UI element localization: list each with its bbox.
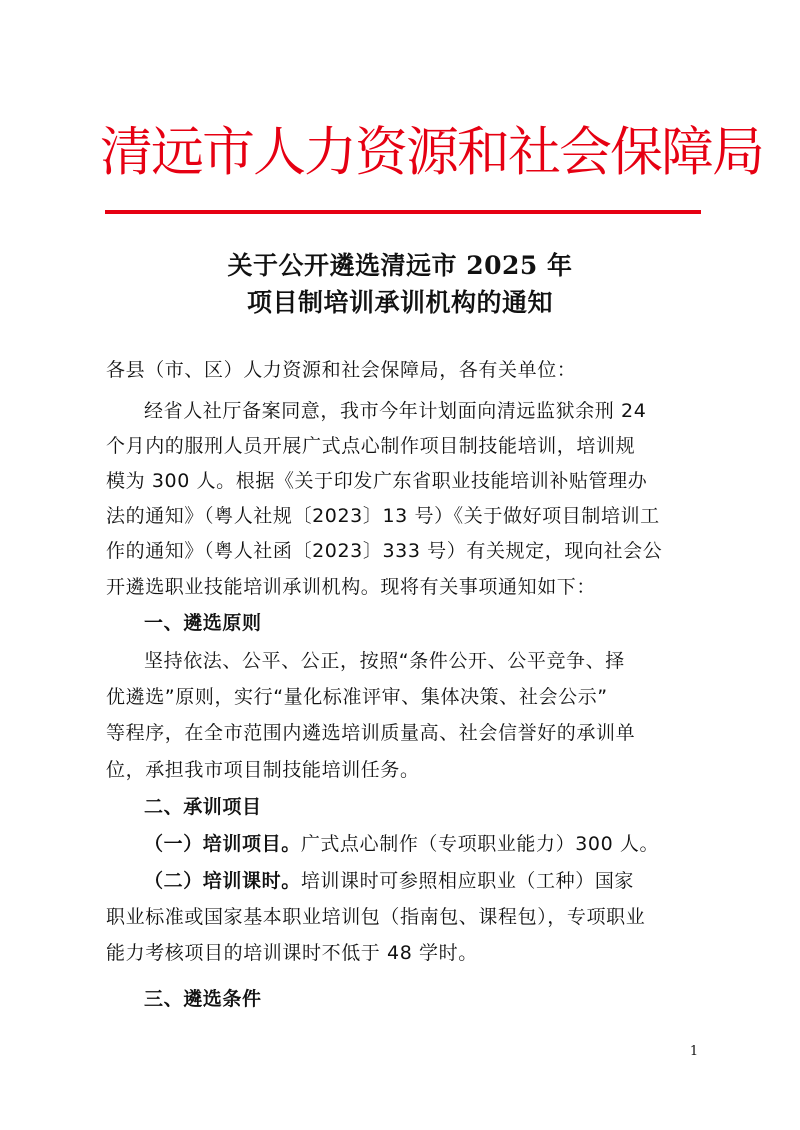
training-item-2-line: 职业标准或国家基本职业培训包（指南包、课程包），专项职业 <box>106 906 646 928</box>
document-title-line-2: 项目制培训承训机构的通知 <box>246 288 553 317</box>
principles-line: 坚持依法、公平、公正，按照“条件公开、公平竞争、择 <box>144 650 625 672</box>
training-item-2-line: 能力考核项目的培训课时不低于 48 学时。 <box>106 942 478 964</box>
header-red-rule <box>105 210 701 214</box>
intro-line: 模为 300 人。根据《关于印发广东省职业技能培训补贴管理办 <box>106 470 648 492</box>
principles-line: 位，承担我市项目制技能培训任务。 <box>106 759 420 781</box>
intro-line: 法的通知》（粤人社规〔2023〕13 号）《关于做好项目制培训工 <box>106 505 660 527</box>
training-item-2-label: （二）培训课时。 <box>144 870 301 892</box>
intro-line: 经省人社厅备案同意，我市今年计划面向清远监狱余刑 24 <box>144 400 647 422</box>
salutation: 各县（市、区）人力资源和社会保障局，各有关单位： <box>106 359 577 381</box>
training-item-1-label: （一）培训项目。 <box>144 833 301 855</box>
principles-line: 等程序，在全市范围内遴选培训质量高、社会信誉好的承训单 <box>106 722 636 744</box>
section-heading-selection-conditions: 三、遴选条件 <box>144 988 262 1010</box>
training-item-1 <box>144 827 744 861</box>
training-item-1-text: 广式点心制作（专项职业能力）300 人。 <box>300 833 660 855</box>
training-item-2 <box>144 864 744 898</box>
section-heading-principles: 一、遴选原则 <box>144 612 262 634</box>
principles-line: 优遴选”原则，实行“量化标准评审、集体决策、社会公示” <box>106 686 608 708</box>
intro-line: 个月内的服刑人员开展广式点心制作项目制技能培训，培训规 <box>106 435 636 457</box>
intro-line: 作的通知》（粤人社函〔2023〕333 号）有关规定，现向社会公 <box>106 540 663 562</box>
training-item-2-text: 培训课时可参照相应职业（工种）国家 <box>300 870 635 892</box>
issuing-organization-header: 清远市人力资源和社会保障局 <box>100 122 763 183</box>
intro-line: 开遴选职业技能培训承训机构。现将有关事项通知如下： <box>106 576 597 598</box>
section-heading-training-project: 二、承训项目 <box>144 796 262 818</box>
document-title-line-1: 关于公开遴选清远市 2025 年 <box>227 251 573 280</box>
page-number: 1 <box>689 1044 699 1059</box>
